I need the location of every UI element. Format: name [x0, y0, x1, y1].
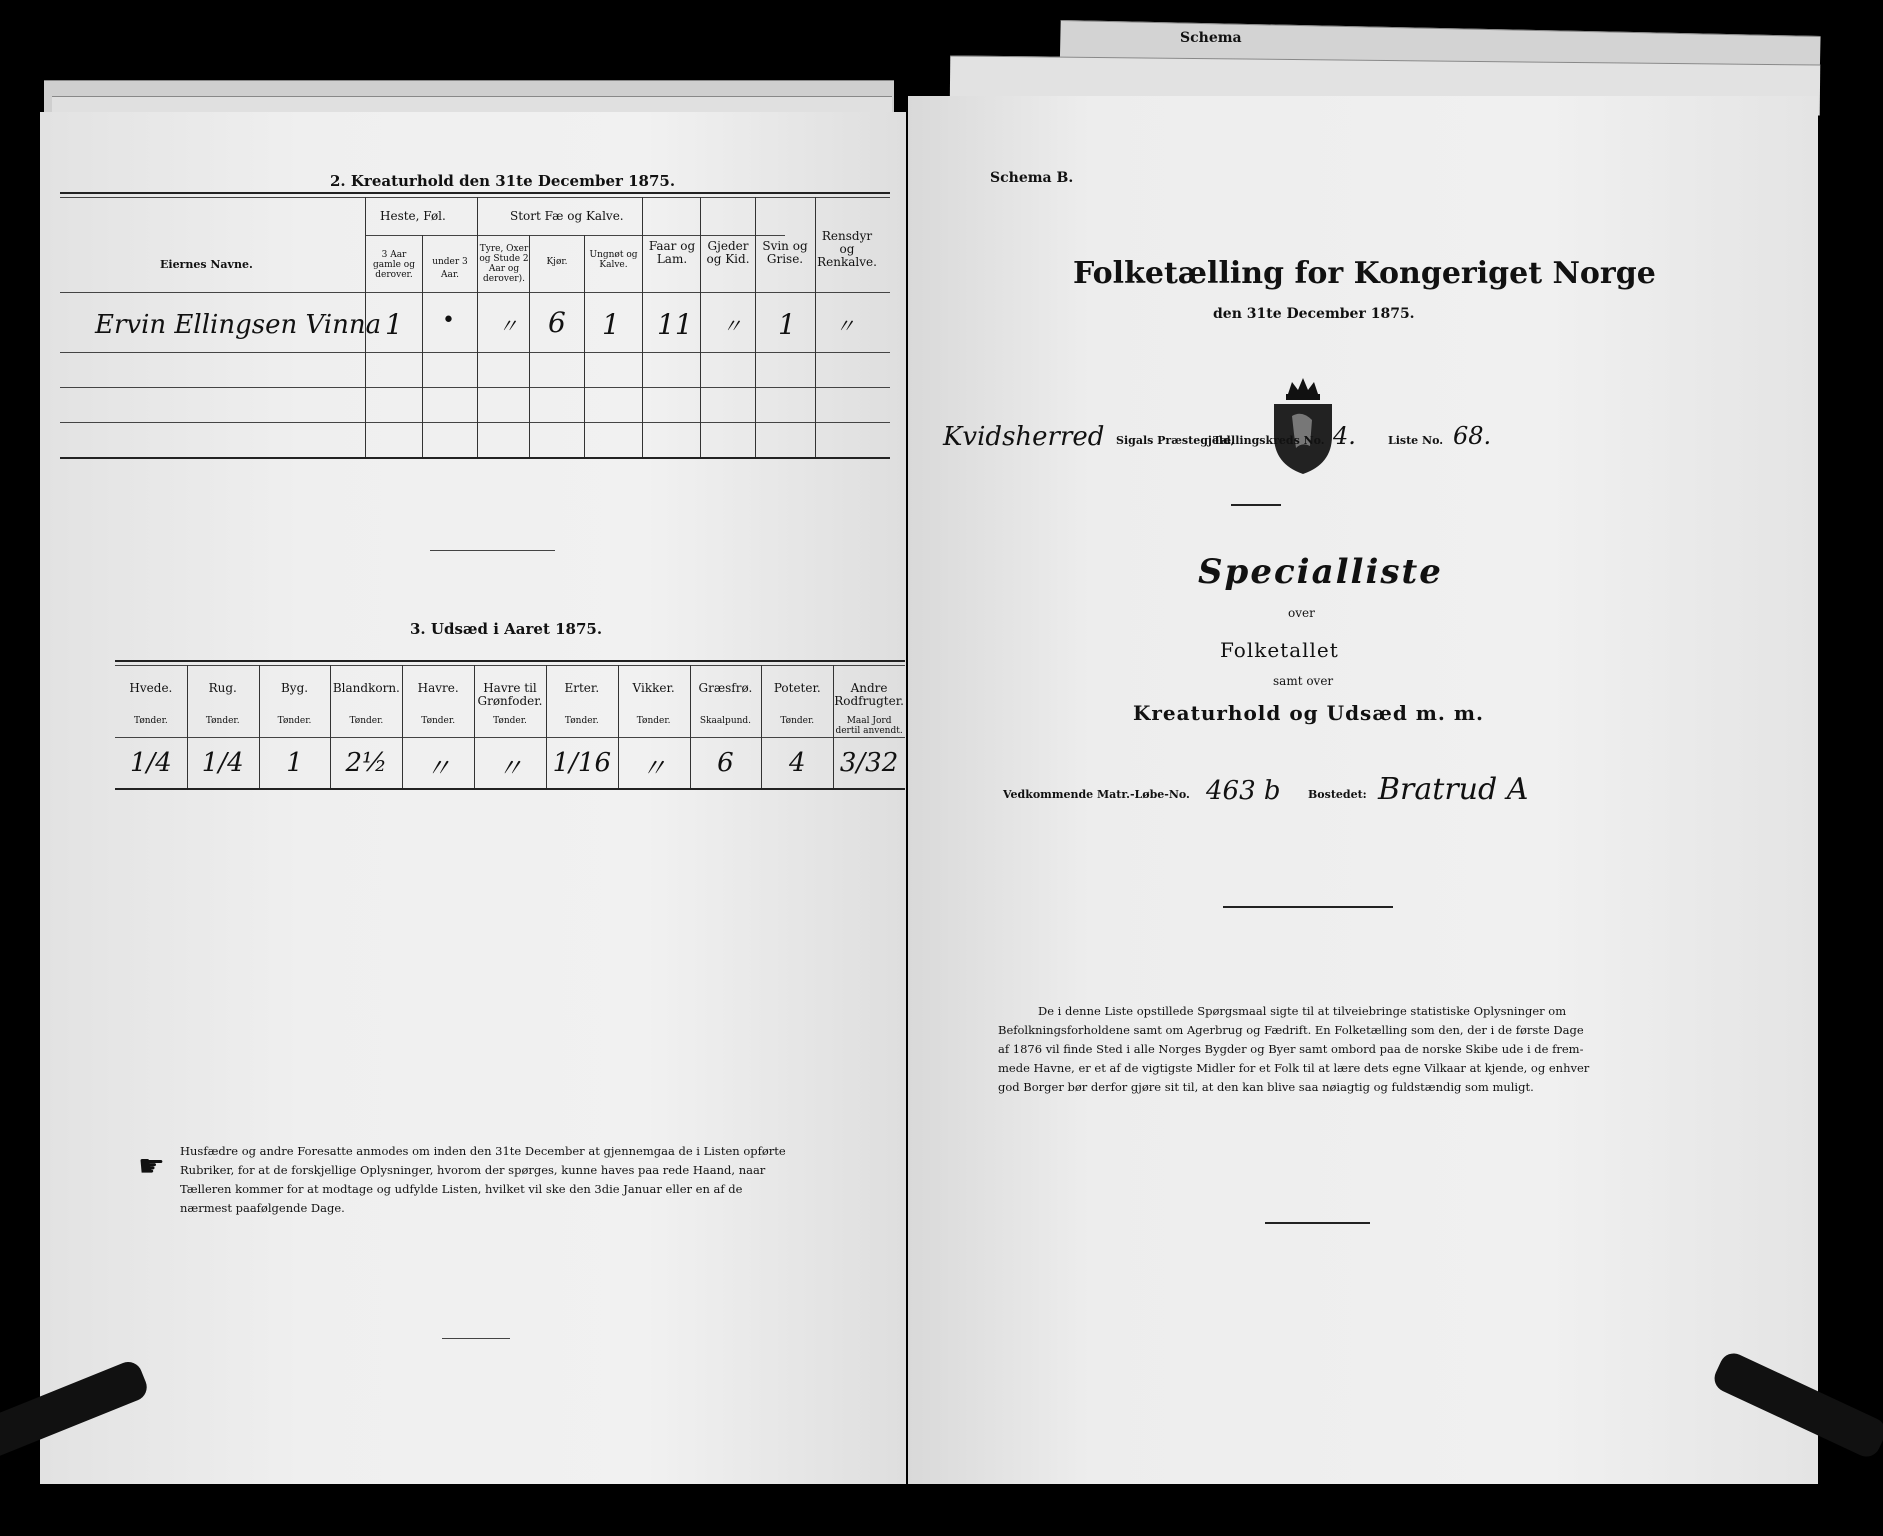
- sowing-col-name: Byg.: [280, 681, 309, 695]
- sowing-col-name: Havre.: [417, 681, 459, 695]
- coat-of-arms-icon: [1266, 376, 1340, 476]
- footer-line-5: god Borger bør derfor gjøre sit til, at den kan blive saa nøiagtig og fuldstændig som muligt.: [998, 1080, 1534, 1094]
- cell-gjeder: 〃: [722, 314, 742, 338]
- sowing-col-unit: Tønder.: [780, 716, 815, 726]
- sowing-col-unit: Skaalpund.: [699, 716, 752, 726]
- bosted-value: Bratrud A: [1378, 772, 1529, 807]
- sowing-col-name: Poteter.: [773, 681, 821, 695]
- sowing-value: 〃: [496, 754, 523, 784]
- sowing-col-name: Hvede.: [129, 681, 173, 695]
- sowing-col-unit: Tønder.: [277, 716, 312, 726]
- sowing-col-name: Havre til Grønfoder.: [477, 681, 543, 708]
- sowing-col-unit: Tønder.: [349, 716, 384, 726]
- short-rule: [1231, 504, 1281, 506]
- pointing-hand-icon: ☛: [138, 1149, 165, 1184]
- footer-line-1: De i denne Liste opstillede Spørgsmaal sigte til at tilveiebringe statistiske Oplysninger om: [1038, 1004, 1567, 1018]
- over-label: over: [1288, 606, 1315, 620]
- sowing-value: 1/16: [552, 748, 611, 778]
- sowing-col-unit: Tønder.: [421, 716, 456, 726]
- matr-label: Vedkommende Matr.-Løbe-No.: [1003, 788, 1190, 801]
- kreds-label: Tællingskreds No.: [1213, 434, 1325, 447]
- notice-line-4: nærmest paafølgende Dage.: [180, 1201, 345, 1215]
- footer-line-4: mede Havne, er et af de vigtigste Midler for et Folk til at lære dets egne Vilkaar at kjende, og enhver: [998, 1061, 1590, 1075]
- col-kjoer: Kjør.: [546, 257, 568, 267]
- row-owner: Ervin Ellingsen Vinna: [95, 310, 382, 340]
- cell-rensdyr: 〃: [835, 314, 855, 338]
- cell-ungnoed: 1: [602, 308, 620, 341]
- sowing-col-name: Blandkorn.: [332, 681, 400, 695]
- section2-title: 2. Kreaturhold den 31te December 1875.: [330, 172, 676, 190]
- notice-line-2: Rubriker, for at de forskjellige Oplysninger, hvorom der spørges, kunne haves paa rede Haand, naar: [180, 1163, 766, 1177]
- footer-line-2: Befolkningsforholdene samt om Agerbrug og Fædrift. En Folketælling som den, der i de første Dage: [998, 1023, 1584, 1037]
- main-title: Folketælling for Kongeriget Norge: [1073, 256, 1656, 291]
- cell-kjoer: 6: [548, 306, 566, 339]
- left-page: [40, 112, 906, 1484]
- notice-line-1: Husfædre og andre Foresatte anmodes om inden den 31te December at gjennemgaa de i Listen opførte: [180, 1144, 786, 1158]
- cell-heste: 1: [385, 308, 403, 341]
- section3-title: 3. Udsæd i Aaret 1875.: [410, 620, 603, 638]
- place-handwritten: Kvidsherred: [943, 422, 1105, 452]
- schema-label: Schema B.: [990, 170, 1074, 186]
- col-faar: Faar og Lam.: [648, 239, 696, 266]
- sowing-value: 〃: [640, 754, 667, 784]
- cell-under3: •: [442, 308, 455, 333]
- col-tyre: Tyre, Oxer og Stude 2 Aar og derover).: [479, 244, 529, 284]
- liste-value: 68.: [1453, 422, 1492, 450]
- sowing-col-name: Græsfrø.: [698, 681, 753, 695]
- sowing-col-unit: Tønder.: [564, 716, 599, 726]
- sowing-value: 2½: [345, 748, 388, 778]
- specialliste-heading: Specialliste: [1198, 552, 1443, 592]
- sowing-col-unit: Tønder.: [493, 716, 527, 726]
- col-gjeder: Gjeder og Kid.: [706, 239, 750, 266]
- sowing-col-name: Vikker.: [632, 681, 675, 695]
- notice-line-3: Tælleren kommer for at modtage og udfylde Listen, hvilket vil ske den 3die Januar eller en af de: [180, 1182, 743, 1196]
- samt-over: samt over: [1273, 674, 1334, 688]
- group-heste: Heste, Føl.: [380, 209, 446, 223]
- col-rensdyr: Rensdyr og Renkalve.: [817, 229, 877, 269]
- matr-value: 463 b: [1206, 776, 1281, 806]
- top-schema-tab: Schema: [1180, 30, 1242, 46]
- bottom-rule: [442, 1338, 510, 1339]
- sowing-value: 6: [717, 748, 734, 778]
- right-page: [908, 96, 1818, 1484]
- cell-svin: 1: [778, 308, 796, 341]
- sowing-col-unit: Maal Jord dertil anvendt.: [835, 716, 903, 736]
- group-stort: Stort Fæ og Kalve.: [510, 209, 624, 223]
- sowing-col-unit: Tønder.: [205, 716, 240, 726]
- prestegjeld-label: Sigals Præstegjeld,: [1116, 434, 1235, 447]
- sowing-value: 〃: [425, 754, 452, 784]
- liste-label: Liste No.: [1388, 434, 1444, 447]
- divider: [430, 550, 555, 551]
- sowing-value: 4: [788, 748, 806, 778]
- cell-tyre: 〃: [498, 314, 518, 338]
- col-owner: Eiernes Navne.: [160, 258, 253, 271]
- sowing-col-name: Rug.: [208, 681, 237, 695]
- col-heste-3aar: 3 Aar gamle og derover.: [373, 250, 415, 280]
- long-rule: [1223, 906, 1393, 908]
- date-line: den 31te December 1875.: [1213, 306, 1415, 322]
- folketallet: Folketallet: [1220, 638, 1339, 662]
- kreaturhold-heading: Kreaturhold og Udsæd m. m.: [1133, 701, 1484, 725]
- footer-line-3: af 1876 vil finde Sted i alle Norges Bygder og Byer samt ombord paa de norske Skibe ude i de frem-: [998, 1042, 1584, 1056]
- sowing-value: 1/4: [201, 748, 244, 778]
- col-ungnoed: Ungnøt og Kalve.: [589, 250, 638, 270]
- sowing-col-unit: Tønder.: [134, 716, 168, 726]
- sowing-value: 1/4: [129, 748, 172, 778]
- cell-faar: 11: [657, 308, 693, 341]
- sowing-value: 3/32: [839, 748, 899, 778]
- sowing-value: 1: [286, 748, 303, 778]
- sowing-col-name: Erter.: [564, 681, 600, 695]
- col-under3: under 3 Aar.: [432, 257, 468, 280]
- sowing-col-unit: Tønder.: [636, 716, 671, 726]
- col-svin: Svin og Grise.: [762, 239, 808, 266]
- sowing-col-name: Andre Rodfrugter.: [834, 681, 904, 708]
- footer-rule: [1265, 1222, 1370, 1224]
- kreds-value: 4.: [1333, 422, 1356, 450]
- bosted-label: Bostedet:: [1308, 788, 1367, 801]
